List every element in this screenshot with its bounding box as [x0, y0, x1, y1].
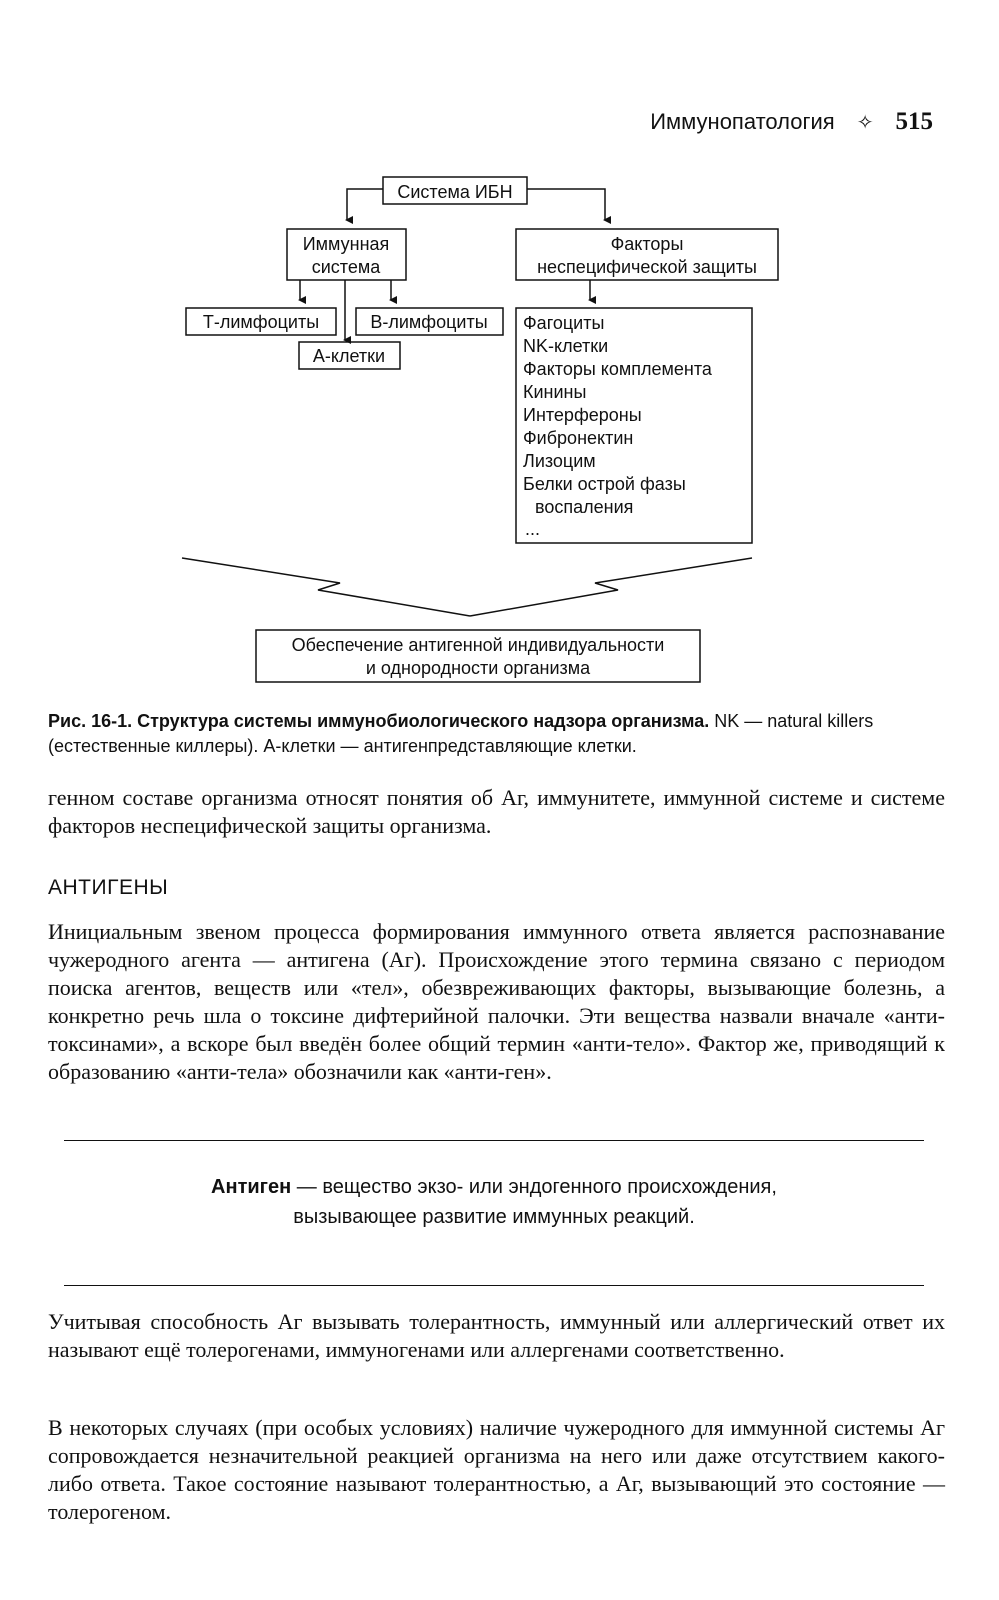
factor-item: ... — [525, 519, 541, 539]
factor-item: Белки острой фазы — [523, 474, 686, 494]
section-heading: АНТИГЕНЫ — [48, 876, 169, 899]
figure-diagram — [0, 160, 999, 690]
factor-item: воспаления — [535, 497, 634, 517]
definition-line-2: вызывающее развитие иммунных реакций. — [293, 1206, 695, 1228]
arrow-root-nonspecific — [527, 189, 605, 220]
page-number: 515 — [895, 108, 933, 135]
paragraph: генном составе организма относят понятия об Аг, иммунитете, иммунной системе и системе факторов неспецифической защиты организма. — [48, 785, 945, 838]
divider — [64, 1140, 924, 1141]
factor-item: Интерфероны — [523, 405, 642, 425]
diagram-t-cells-label: Т-лимфоциты — [202, 312, 320, 332]
diagram-immune-label-1: Иммунная — [302, 234, 390, 254]
diagram-nonspecific-label-1: Факторы — [610, 234, 684, 254]
factor-item: Лизоцим — [523, 451, 596, 471]
divider — [64, 1285, 924, 1286]
diagram-b-cells-label: В-лимфоциты — [370, 312, 488, 332]
figure-caption — [48, 709, 948, 759]
diagram-immune-label-2: система — [311, 257, 381, 277]
definition-line-1: — вещество экзо- или эндогенного происхождения, — [291, 1176, 777, 1198]
figure-caption-label: Рис. 16-1. Структура системы иммунобиологического надзора организма. — [48, 711, 710, 731]
figure-caption-text: NK — natural killers (естественные киллеры). А-клетки — антигенпредставляющие клетки. — [48, 711, 874, 756]
running-head — [650, 108, 933, 136]
diagram-nonspecific-label-2: неспецифической защиты — [537, 257, 757, 277]
paragraph: В некоторых случаях (при особых условиях) наличие чужеродного для иммунной системы Аг сопровождается незначительной реакцией организма на него или даже отсутствием какого-либо ответа. Такое состояние называют толерантностью, а Аг, вызывающий это состояние — толерогеном. — [48, 1415, 945, 1524]
definition-box — [64, 1172, 924, 1232]
converge-right-arrow — [470, 558, 752, 616]
diagram-a-cells-label: А-клетки — [312, 346, 386, 366]
diagram-outcome-label-1: Обеспечение антигенной индивидуальности — [291, 635, 665, 655]
diagram-root-label: Система ИБН — [397, 182, 513, 202]
factor-item: Кинины — [523, 382, 587, 402]
diagram-outcome-label-2: и однородности организма — [365, 658, 591, 678]
factor-item: Фагоциты — [523, 313, 605, 333]
diamond-icon: ✧ — [856, 112, 874, 134]
definition-term: Антиген — [211, 1176, 292, 1198]
factor-item: NK-клетки — [523, 336, 609, 356]
factor-item: Фибронектин — [523, 428, 634, 448]
factor-item: Факторы комплемента — [523, 359, 712, 379]
converge-left-arrow — [182, 558, 470, 616]
paragraph: Инициальным звеном процесса формирования иммунного ответа является распознавание чужеродного агента — антигена (Аг). Происхождение этого термина связано с периодом поиска агентов, веществ или «тел», обезвреживающих факторы, вызывающие болезнь, а конкретно речь шла о токсине дифтерийной палочки. Эти вещества назвали вначале «анти-токсинами», а вскоре был введён более общий термин «анти-тело». Фактор же, приводящий к образованию «анти-тела» обозначили как «анти-ген». — [48, 919, 945, 1084]
arrow-root-immune — [347, 189, 383, 220]
paragraph: Учитывая способность Аг вызывать толерантность, иммунный или аллергический ответ их называют ещё толерогенами, иммуногенами или аллергенами соответственно. — [48, 1309, 945, 1362]
running-head-title: Иммунопатология — [650, 109, 835, 134]
